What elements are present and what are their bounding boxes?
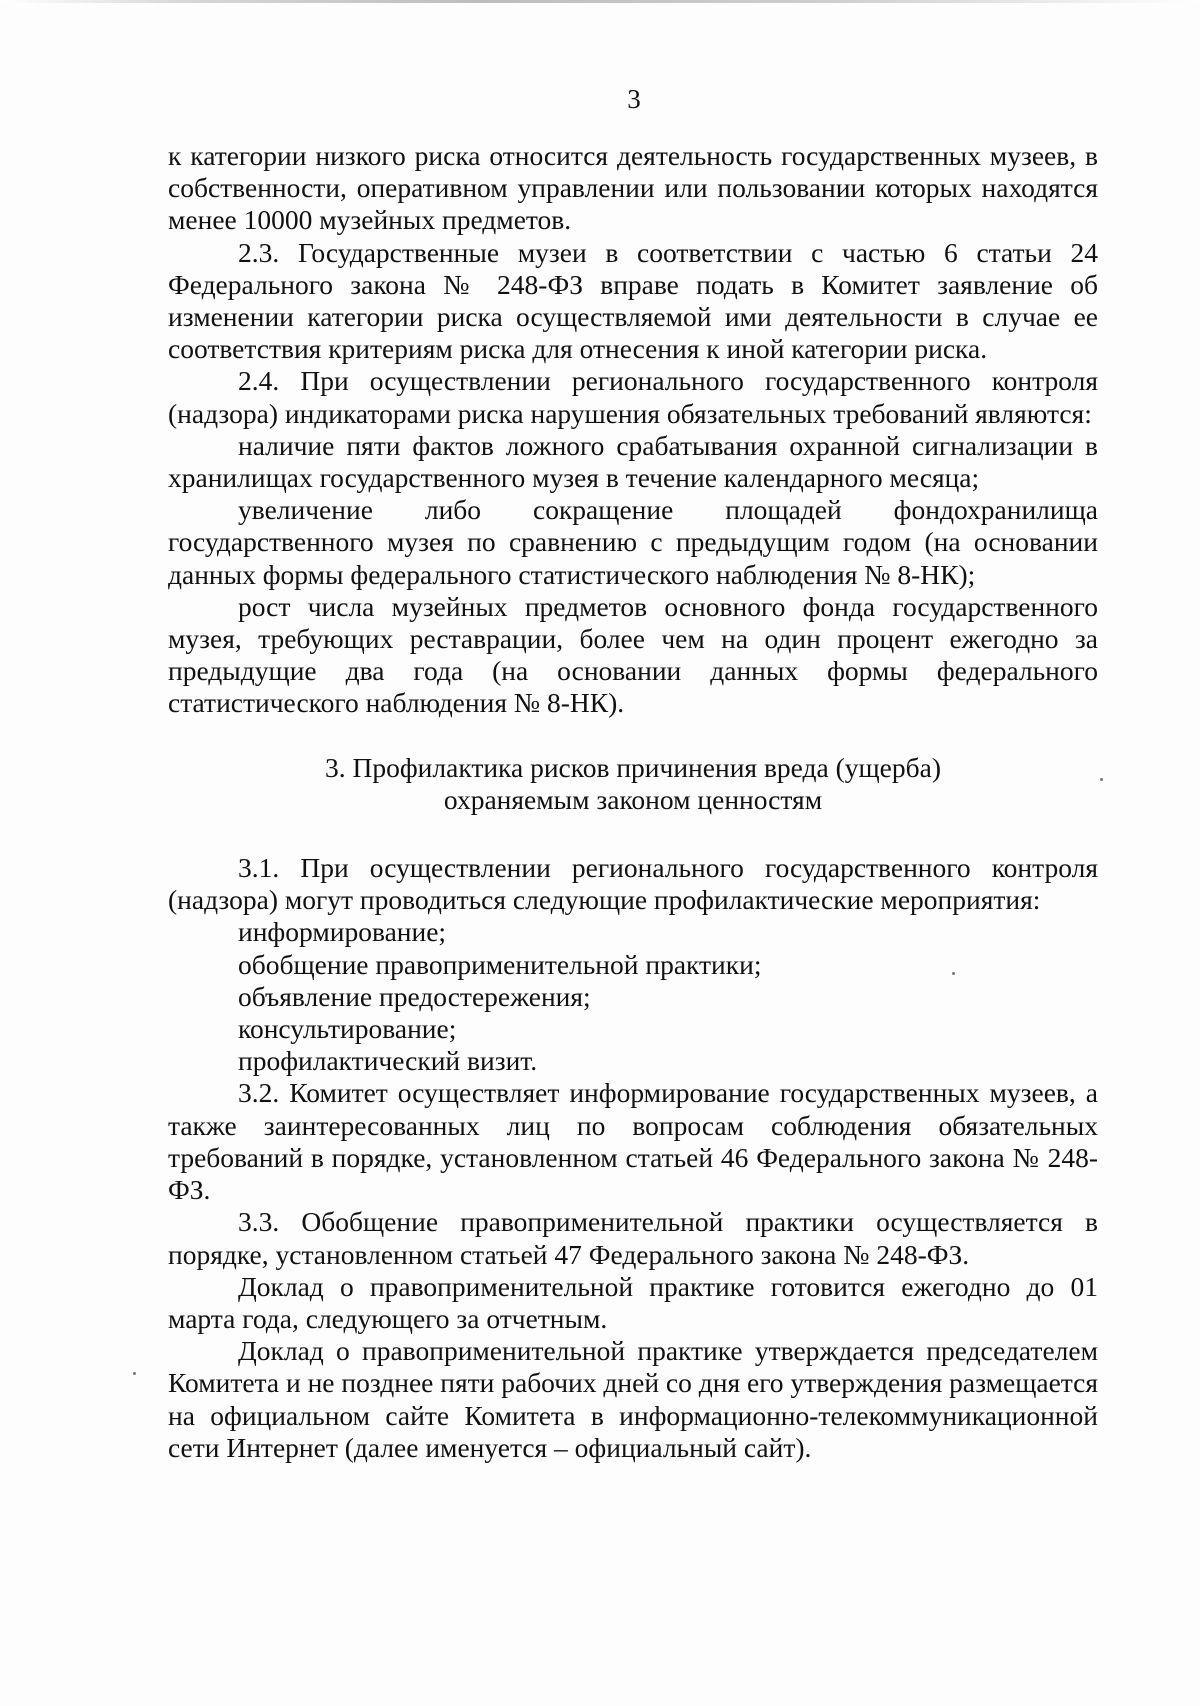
section-heading-line2: охраняемым законом ценностям [443,783,823,815]
section-heading-line1: 3. Профилактика рисков причинения вреда (ущерба) [325,751,941,783]
list-item: объявление предостережения; [238,980,591,1012]
section-heading [168,752,1098,816]
paragraph-3-1: 3.1. При осуществлении регионального государственного контроля (надзора) могут проводиться следующие профилактические мероприятия: [168,852,1098,916]
list-item: обобщение правоприменительной практики; [238,948,762,980]
scan-speck [133,1372,136,1375]
page-number: 3 [627,84,641,114]
paragraph-low-risk: к категории низкого риска относится деятельность государственных музеев, в собственности, оперативном управлении или пользовании которых находятся менее 10000 музейных предметов. [168,140,1098,236]
list-item: профилактический визит. [238,1045,538,1077]
scan-speck [952,972,955,975]
indicator-alarm: наличие пяти фактов ложного срабатывания охранной сигнализации в хранилищах государственного музея в течение календарного месяца; [168,429,1098,494]
scan-top-edge [0,0,1200,3]
list-item: информирование; [238,916,447,948]
paragraph-report-deadline: Доклад о правоприменительной практике готовится ежегодно до 01 марта года, следующего за отчетным. [168,1270,1098,1334]
indicator-storage-area: увеличение либо сокращение площадей фондохранилища государственного музея по сравнению с предыдущим годом (на основании данных формы федерального статистического наблюдения № 8-НК); [168,494,1098,590]
scan-speck [1100,778,1103,781]
document-body [168,140,1098,1464]
indicator-restoration: рост числа музейных предметов основного фонда государственного музея, требующих реставрации, более чем на один процент ежегодно за предыдущие два года (на основании данных формы федерального статистического наблюдения № 8-НК). [168,590,1098,719]
paragraph-report-approval: Доклад о правоприменительной практике утверждается председателем Комитета и не позднее пяти рабочих дней со дня его утверждения размещается на официальном сайте Комитета в информационно-телекоммуникационной сети Интернет (далее именуется – официальный сайт). [168,1335,1098,1463]
paragraph-2-4: 2.4. При осуществлении регионального государственного контроля (надзора) индикаторами риска нарушения обязательных требований являются: [168,365,1098,429]
paragraph-2-3: 2.3. Государственные музеи в соответствии с частью 6 статьи 24 Федерального закона № 248-ФЗ вправе подать в Комитет заявление об изменении категории риска осуществляемой ими деятельности в случае ее соответствия критериям риска для отнесения к иной категории риска. [168,236,1098,365]
paragraph-3-3: 3.3. Обобщение правоприменительной практики осуществляется в порядке, установленном статьей 47 Федерального закона № 248-ФЗ. [168,1206,1098,1270]
list-item: консультирование; [238,1013,457,1045]
paragraph-3-2: 3.2. Комитет осуществляет информирование государственных музеев, а также заинтересованных лиц по вопросам соблюдения обязательных требований в порядке, установленном статьей 46 Федерального закона № 248-ФЗ. [168,1077,1098,1206]
